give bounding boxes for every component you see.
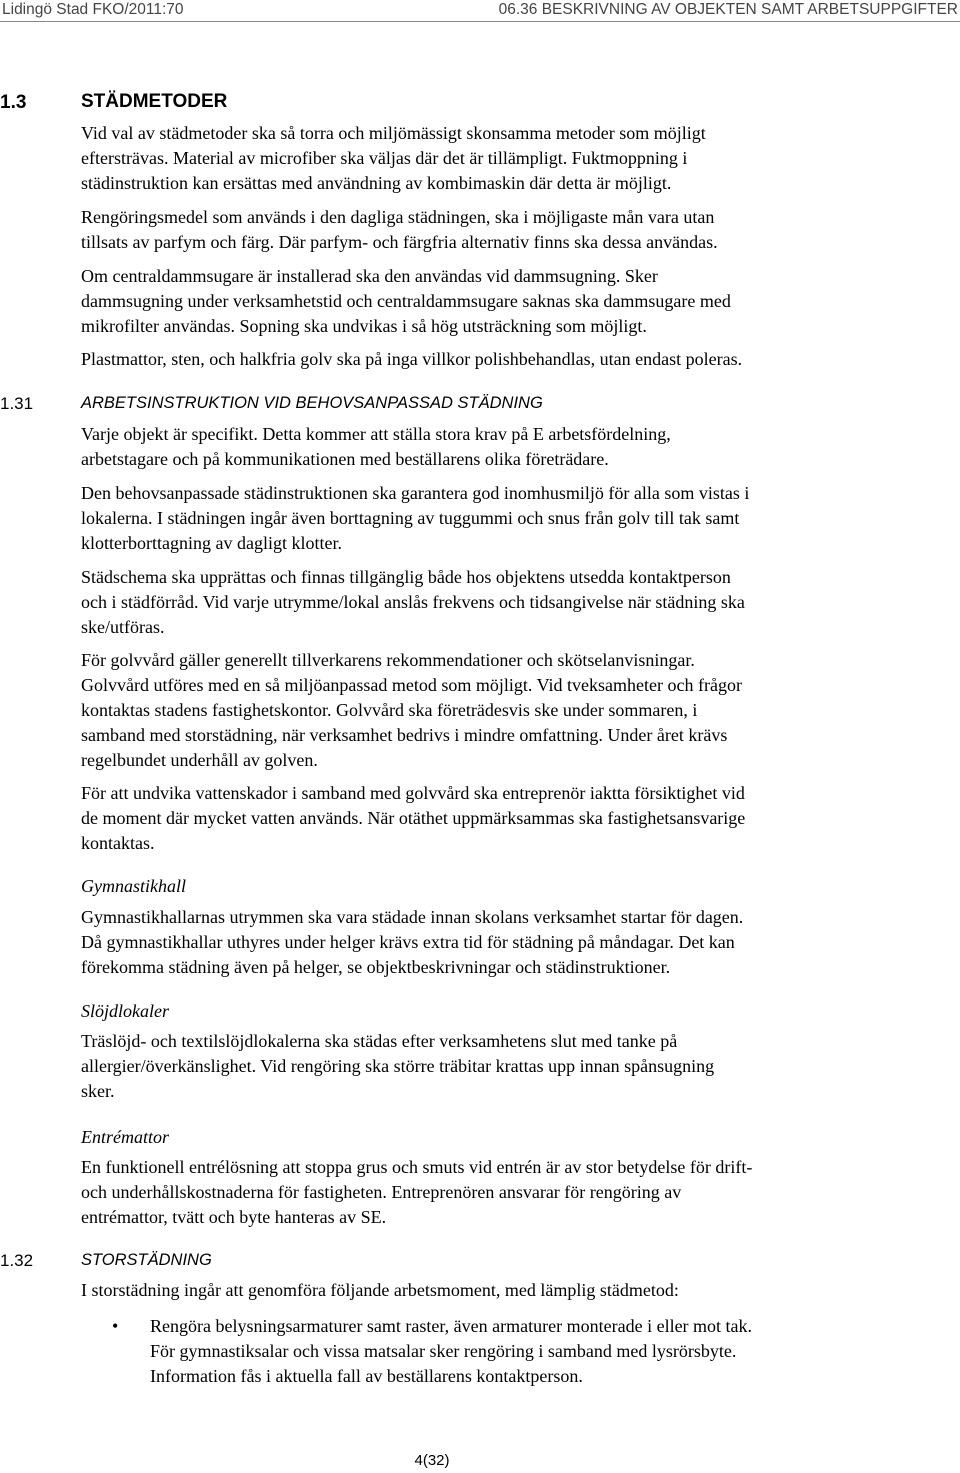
text-line: För gymnastiksalar och vissa matsalar sker rengöring i samband med lysrörsbyte. xyxy=(150,1341,737,1361)
text-line: och underhållskostnaderna för fastigheten. Entreprenören ansvarar för rengöring av xyxy=(81,1182,682,1202)
section-title-stadmetoder: STÄDMETODER xyxy=(81,91,228,112)
text-line: För att undvika vattenskador i samband med golvvård ska entreprenör iaktta försiktighet vid xyxy=(81,783,745,803)
text-line: Plastmattor, sten, och halkfria golv ska på inga villkor polishbehandlas, utan endast poleras. xyxy=(81,349,743,369)
text-line: tillsats av parfym och färg. Där parfym- och färgfria alternativ finns ska dessa användas. xyxy=(81,232,718,252)
text-line: mikrofilter användas. Sopning ska undvikas i så hög utsträckning som möjligt. xyxy=(81,316,647,336)
text-line: Den behovsanpassade städinstruktionen ska garantera god inomhusmiljö för alla som vistas i xyxy=(81,483,750,503)
text-line: arbetstagare och på kommunikationen med beställarens olika företrädare. xyxy=(81,449,609,469)
text-line: Då gymnastikhallar uthyres under helger krävs extra tid för städning på måndagar. Det kan xyxy=(81,932,735,952)
text-line: eftersträvas. Material av microfiber ska väljas där det är tillämpligt. Fuktmoppning i xyxy=(81,148,688,168)
paragraph-gymnastikhall xyxy=(81,905,881,980)
page-number-text: 4(32) xyxy=(414,1452,450,1469)
text-line: Städschema ska upprättas och finnas tillgänglig både hos objektens utsedda kontaktperson xyxy=(81,567,731,587)
paragraph-arbetsinstruktion-2 xyxy=(81,481,881,556)
subheading-gymnastikhall: Gymnastikhall xyxy=(81,876,186,896)
paragraph-stadmetoder-2 xyxy=(81,205,881,255)
text-line: I storstädning ingår att genomföra följande arbetsmoment, med lämplig städmetod: xyxy=(81,1280,679,1300)
text-line: samband med storstädning, när verksamhet bedrivs i mindre omfattning. Under året krävs xyxy=(81,725,728,745)
paragraph-entremattor xyxy=(81,1155,881,1230)
text-line: Golvvård utföres med en så miljöanpassad metod som möjligt. Vid tveksamheter och frågor xyxy=(81,675,742,695)
text-line: regelbundet underhåll av golven. xyxy=(81,750,318,770)
bullet-icon: • xyxy=(112,1316,119,1336)
paragraph-arbetsinstruktion-1 xyxy=(81,422,881,472)
text-line: kontaktas. xyxy=(81,833,155,853)
text-line: städinstruktion kan ersättas med användning av kombimaskin där detta är möjligt. xyxy=(81,173,672,193)
paragraph-stadmetoder-4 xyxy=(81,347,881,372)
text-line: entrémattor, tvätt och byte hanteras av SE. xyxy=(81,1207,387,1227)
text-line: Rengöra belysningsarmaturer samt raster, även armaturer monterade i eller mot tak. xyxy=(150,1316,753,1336)
page-header xyxy=(0,0,960,22)
section-title-storstadning: STORSTÄDNING xyxy=(81,1251,212,1269)
text-line: dammsugning under verksamhetstid och centraldammsugare saknas ska dammsugare med xyxy=(81,291,731,311)
text-line: klotterborttagning av dagligt klotter. xyxy=(81,533,342,553)
paragraph-slojdlokaler xyxy=(81,1029,881,1104)
header-document-id: Lidingö Stad FKO/2011:70 xyxy=(2,1,184,18)
text-line: Om centraldammsugare är installerad ska den användas vid dammsugning. Sker xyxy=(81,266,658,286)
paragraph-arbetsinstruktion-3 xyxy=(81,565,881,640)
text-line: och i städförråd. Vid varje utrymme/lokal anslås frekvens och tidsangivelse när städning ska xyxy=(81,592,745,612)
list-item-belysningsarmaturer xyxy=(150,1314,910,1389)
paragraph-storstadning-intro xyxy=(81,1278,881,1303)
section-number-1-3: 1.3 xyxy=(0,92,27,113)
subheading-entremattor: Entrémattor xyxy=(81,1127,169,1147)
header-chapter-title: 06.36 BESKRIVNING AV OBJEKTEN SAMT ARBETSUPPGIFTER xyxy=(498,1,958,18)
text-line: Varje objekt är specifikt. Detta kommer att ställa stora krav på E arbetsfördelning, xyxy=(81,424,671,444)
text-line: förekomma städning även på helger, se objektbeskrivningar och städinstruktioner. xyxy=(81,957,671,977)
section-number-1-31: 1.31 xyxy=(0,394,34,413)
text-line: Gymnastikhallarnas utrymmen ska vara städade innan skolans verksamhet startar för dagen. xyxy=(81,907,744,927)
text-line: Rengöringsmedel som används i den dagliga städningen, ska i möjligaste mån vara utan xyxy=(81,207,715,227)
paragraph-stadmetoder-1 xyxy=(81,121,881,196)
paragraph-stadmetoder-3 xyxy=(81,264,881,339)
page-number xyxy=(0,1452,960,1469)
subheading-slojdlokaler: Slöjdlokaler xyxy=(81,1001,169,1021)
section-number-1-32: 1.32 xyxy=(0,1251,34,1270)
text-line: För golvvård gäller generellt tillverkarens rekommendationer och skötselanvisningar. xyxy=(81,650,695,670)
text-line: de moment där mycket vatten används. När otäthet uppmärksammas ska fastighetsansvarige xyxy=(81,808,746,828)
paragraph-arbetsinstruktion-5 xyxy=(81,781,881,856)
text-line: sker. xyxy=(81,1081,115,1101)
text-line: kontaktas stadens fastighetskontor. Golvvård ska företrädesvis ske under sommaren, i xyxy=(81,700,698,720)
text-line: Vid val av städmetoder ska så torra och miljömässigt skonsamma metoder som möjligt xyxy=(81,123,706,143)
paragraph-arbetsinstruktion-4 xyxy=(81,648,881,773)
section-title-arbetsinstruktion: ARBETSINSTRUKTION VID BEHOVSANPASSAD STÄDNING xyxy=(81,394,543,412)
text-line: Träslöjd- och textilslöjdlokalerna ska städas efter verksamhetens slut med tanke på xyxy=(81,1031,678,1051)
text-line: En funktionell entrélösning att stoppa grus och smuts vid entrén är av stor betydelse för drift- xyxy=(81,1157,753,1177)
text-line: lokalerna. I städningen ingår även borttagning av tuggummi och snus från golv till tak samt xyxy=(81,508,740,528)
text-line: allergier/överkänslighet. Vid rengöring ska större träbitar krattas upp innan spånsugning xyxy=(81,1056,715,1076)
header-rule xyxy=(0,21,960,22)
text-line: ske/utföras. xyxy=(81,617,165,637)
text-line: Information fås i aktuella fall av beställarens kontaktperson. xyxy=(150,1366,583,1386)
